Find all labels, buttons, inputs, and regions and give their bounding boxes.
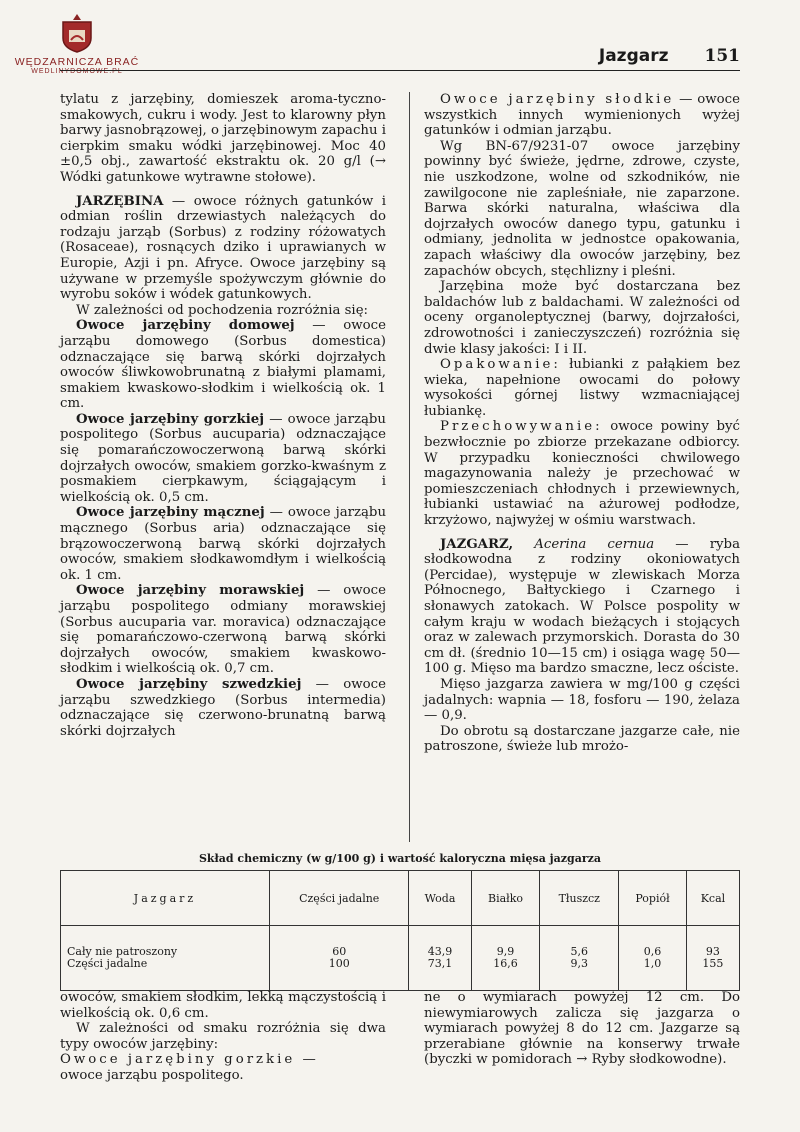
paragraph: tylatu z jarzębiny, domieszek aroma-tyczno-smakowych, cukru i wody. Jest to klarowny płyn barwy jasnobrązowej, o jarzębinowym zapachu i cierpkim smaku wódki jarzębinowej. Moc 40 ±0,5 obj., zawartość ekstraktu ok. 20 g/l (→ Wódki gatunkowe wytrawne stołowe). [60,92,386,185]
column-divider [409,92,410,842]
table-cell [619,926,687,991]
composition-table [60,870,740,991]
bottom-right-column [424,990,740,1068]
cell-line: Części jadalne [67,957,148,970]
table-cell [61,926,270,991]
spaced-lead: Opakowanie: [440,357,561,373]
paragraph: Wg BN-67/9231-07 owoce jarzębiny powinny być świeże, jędrne, zdrowe, czyste, nie uszkodzone, wolne od szkodników, nie zawilgocone nie zapleśniałe, nie zaparzone. Barwa skórki naturalna, właściwa dla dojrzałych owoców danego typu, gatunku i odmiany, jednolita w jednostce opakowania, zapach właściwy dla owoców jarzębiny, bez zapachów obcych, stęchlizny i pleśni. [424,138,740,279]
cell-line: 9,3 [570,957,589,970]
entry-latin: Acerina cernua [513,536,655,552]
cell-line: 43,9 [427,945,453,958]
cell-line: 5,6 [570,945,589,958]
paragraph [424,419,740,528]
variety-paragraph [60,412,386,506]
cell-line: Cały nie patroszony [67,945,178,958]
column-header: Jazgarz [61,871,270,926]
cell-line: 9,9 [496,945,515,958]
paragraph: owoce jarząbu pospolitego. [60,1067,244,1083]
variety-paragraph [60,318,386,412]
table-header-row [61,871,740,926]
column-header: Części jadalne [270,871,409,926]
logo-site-text: WEDLINYDOMOWE.PL [31,68,123,75]
variety-paragraph [60,677,386,739]
column-header: Popiół [619,871,687,926]
entry-jarzebina [60,194,386,303]
page-title: Jazgarz [598,46,669,66]
column-header: Białko [471,871,540,926]
entry-text: — ryba słodkowodna z rodziny okoniowatych (Percidae), występuje w zlewiskach Morza Północnego, Bałtyckiego i Czarnego i słonawych zatokach. W Polsce pospolity w całym kraju w wodach bieżących i stojących oraz w zalewach przymorskich. Dorasta do 30 cm dł. (średnio 10—15 cm) i osiąga wagę 50—100 g. Mięso ma bardzo smaczne, lecz ościste. [424,536,740,677]
table-cell [540,926,619,991]
variety-name: Owoce jarzębiny mącznej [76,505,265,521]
paragraph: ne o wymiarach powyżej 12 cm. Do niewymiarowych zalicza się jazgarza o wymiarach powyżej 8 do 12 cm. Jazgarze są przerabiane głównie na konserwy trwałe (byczki w pomidorach → Ryby słodkowodne). [424,990,740,1068]
variety-text: — owoce jarząbu pospolitego odmiany morawskiej (Sorbus aucuparia var. moravica) odznaczające się pomarańczowo-czerwoną barwą skórki dojrzałych owoców, smakiem kwaskowo-słodkim i wielkością ok. 0,7 cm. [60,583,386,677]
paragraph: W zależności od pochodzenia rozróżnia się: [76,302,369,318]
variety-name: Owoce jarzębiny domowej [76,318,295,334]
spaced-lead: Przechowywanie: [440,419,603,435]
table-cell [471,926,540,991]
table-row [61,926,740,991]
paragraph [424,357,740,419]
header-rule [60,70,740,71]
entry-term: JAZGARZ, [440,536,514,552]
paragraph: W zależności od smaku rozróżnia się dwa typy owoców jarzębiny: [60,1021,386,1052]
logo-brand-text: WĘDZARNICZA BRAĆ [14,56,140,68]
variety-paragraph [60,505,386,583]
paragraph: owoców, smakiem słodkim, lekką mączystością i wielkością ok. 0,6 cm. [60,990,386,1021]
column-header: Kcal [686,871,739,926]
paragraph [424,92,740,139]
column-header: Tłuszcz [540,871,619,926]
paragraph-text: owoce powiny być bezwłocznie po zbiorze przekazane odbiorcy. W przypadku konieczności chwilowego magazynowania należy je przechować w pomieszczeniach chłodnych i przewiewnych, łubianki ustawiać na ażurowej podłodze, krzyżowo, najwyżej w ośmiu warstwach. [424,419,740,529]
variety-name: Owoce jarzębiny morawskiej [76,583,305,599]
variety-text: — owoce jarząbu domowego (Sorbus domestica) odznaczające się barwą skórki dojrzałych owoców śliwkowobrunatną z białymi plamami, smakiem kwaskowo-słodkim i wielkością ok. 1 cm. [60,318,386,412]
cell-line: 155 [702,957,724,970]
paragraph-text: — owoce wszystkich innych wymienionych wyżej gatunków i odmian jarząbu. [424,92,740,139]
variety-name: Owoce jarzębiny gorzkiej [76,411,265,427]
page-number: 151 [704,46,740,66]
variety-name: Owoce jarzębiny szwedzkiej [76,676,302,692]
table-cell [686,926,739,991]
cell-line: 100 [328,957,350,970]
paragraph: Do obrotu są dostarczane jazgarze całe, nie patroszone, świeże lub mrożo- [424,723,740,755]
right-column [424,92,740,755]
paragraph-text: łubianki z pałąkiem bez wieka, napełnione owocami do połowy wysokości górnej listwy wzmacniającej łubiankę. [424,357,740,419]
cell-line: 0,6 [643,945,662,958]
paragraph: Jarzębina może być dostarczana bez baldachów lub z baldachami. W zależności od oceny organoleptycznej (barwy, dojrzałości, zdrowotności i zanieczyszczeń) rozróżnia się dwie klasy jakości: I i II. [424,279,740,357]
column-header: Woda [409,871,471,926]
spaced-lead: Owoce jarzębiny słodkie [440,92,675,107]
table-cell [270,926,409,991]
spaced-lead: Owoce jarzębiny gorzkie — [60,1052,319,1068]
variety-text: — owoce jarząbu pospolitego (Sorbus aucuparia) odznaczające się pomarańczowoczerwoną barwą skórki dojrzałych owoców, smakiem gorzko-kwaśnym z posmakiem cierpkawym, ściągającym i wielkością ok. 0,5 cm. [60,411,386,505]
page-header [599,46,740,66]
crest-icon [57,12,97,54]
site-logo [12,12,142,75]
left-column [60,92,386,739]
table-cell [409,926,471,991]
cell-line: 73,1 [427,957,453,970]
bottom-left-column [60,990,386,1084]
variety-text: — owoce jarząbu mącznego (Sorbus aria) odznaczające się brązowoczerwoną barwą skórki dojrzałych owoców, smakiem słodkawomdłym i wielkością ok. 1 cm. [60,505,387,583]
variety-text: — owoce jarząbu szwedzkiego (Sorbus intermedia) odznaczające się czerwono-brunatną barwą skórki dojrzałych [60,676,386,739]
paragraph [60,1052,386,1068]
variety-paragraph [60,583,386,677]
cell-line: 93 [705,945,720,958]
cell-line: 1,0 [643,957,662,970]
entry-text: — owoce różnych gatunków i odmian roślin drzewiastych należących do rodzaju jarząb (Sorbus) z rodziny różowatych (Rosaceae), rosnących dziko i uprawianych w Europie, Azji i pn. Afryce. Owoce jarzębiny są używane w przemyśle spożywczym głównie do wyrobu soków i wódek gatunkowych. [60,193,386,303]
paragraph: Mięso jazgarza zawiera w mg/100 g części jadalnych: wapnia — 18, fosforu — 190, żelaza — 0,9. [424,676,740,724]
entry-term: JARZĘBINA [76,193,164,209]
entry-jazgarz [424,537,740,677]
cell-line: 16,6 [493,957,518,970]
cell-line: 60 [332,945,347,958]
table-caption: Skład chemiczny (w g/100 g) i wartość kaloryczna mięsa jazgarza [198,852,602,865]
